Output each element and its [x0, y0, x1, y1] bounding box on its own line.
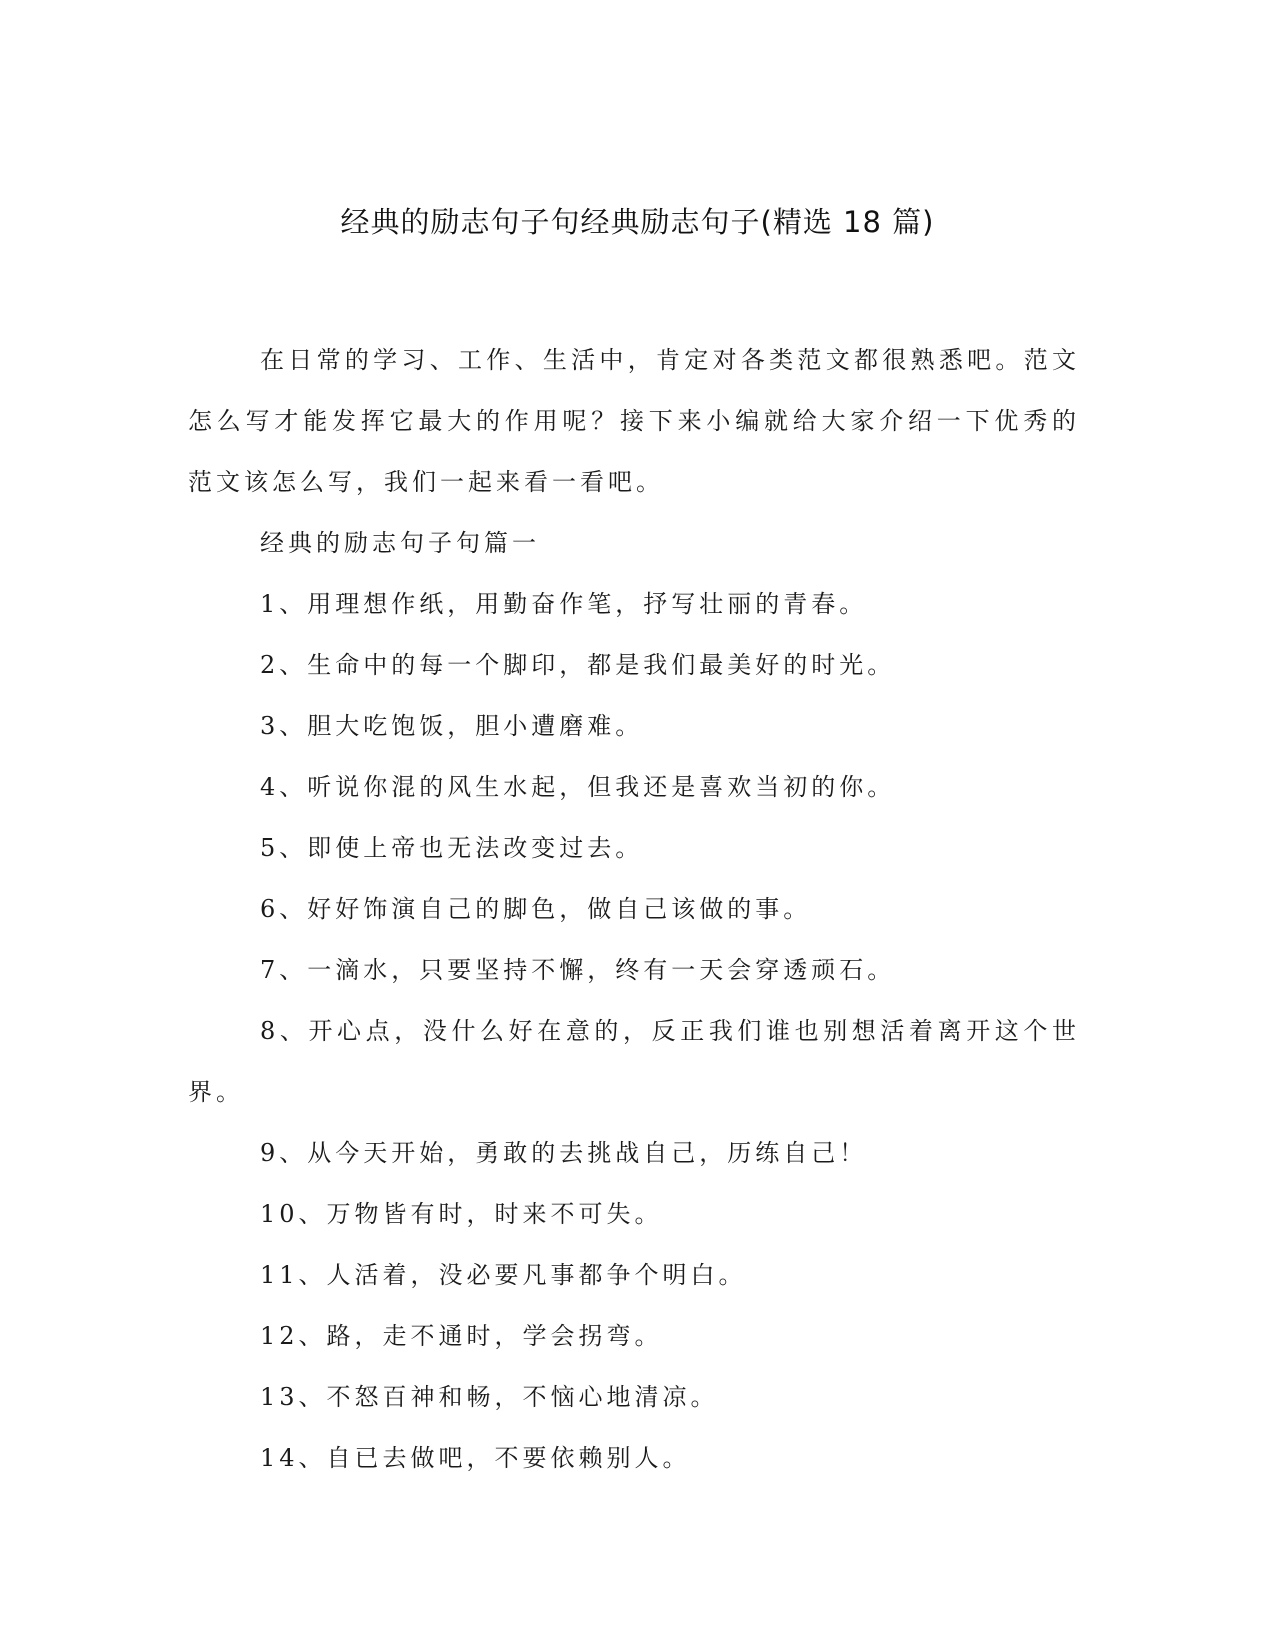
document-title: 经典的励志句子句经典励志句子(精选 18 篇): [340, 205, 935, 239]
list-item: 14、自已去做吧，不要依赖别人。: [260, 1444, 691, 1472]
section-heading: 经典的励志句子句篇一: [260, 529, 540, 557]
list-item: 6、好好饰演自己的脚色，做自己该做的事。: [260, 895, 812, 923]
list-item: 11、人活着，没必要凡事都争个明白。: [260, 1261, 747, 1289]
list-item: 4、听说你混的风生水起，但我还是喜欢当初的你。: [260, 773, 896, 801]
list-item: 13、不怒百神和畅，不恼心地清凉。: [260, 1383, 719, 1411]
list-item: 2、生命中的每一个脚印，都是我们最美好的时光。: [260, 651, 896, 679]
list-item: 10、万物皆有时，时来不可失。: [260, 1200, 663, 1228]
intro-paragraph: 在日常的学习、工作、生活中，肯定对各类范文都很熟悉吧。范文怎么写才能发挥它最大的作用呢？接下来小编就给大家介绍一下优秀的范文该怎么写，我们一起来看一看吧。: [188, 346, 1080, 496]
list-item: 1、用理想作纸，用勤奋作笔，抒写壮丽的青春。: [260, 590, 868, 618]
document-body: [188, 330, 1080, 1489]
list-item: 7、一滴水，只要坚持不懈，终有一天会穿透顽石。: [260, 956, 896, 984]
list-item: 12、路，走不通时，学会拐弯。: [260, 1322, 663, 1350]
list-item: 5、即使上帝也无法改变过去。: [260, 834, 644, 862]
list-item: 8、开心点，没什么好在意的，反正我们谁也别想活着离开这个世界。: [188, 1017, 1080, 1106]
list-item: 9、从今天开始，勇敢的去挑战自己，历练自己！: [260, 1139, 868, 1167]
list-item: 3、胆大吃饱饭，胆小遭磨难。: [260, 712, 644, 740]
